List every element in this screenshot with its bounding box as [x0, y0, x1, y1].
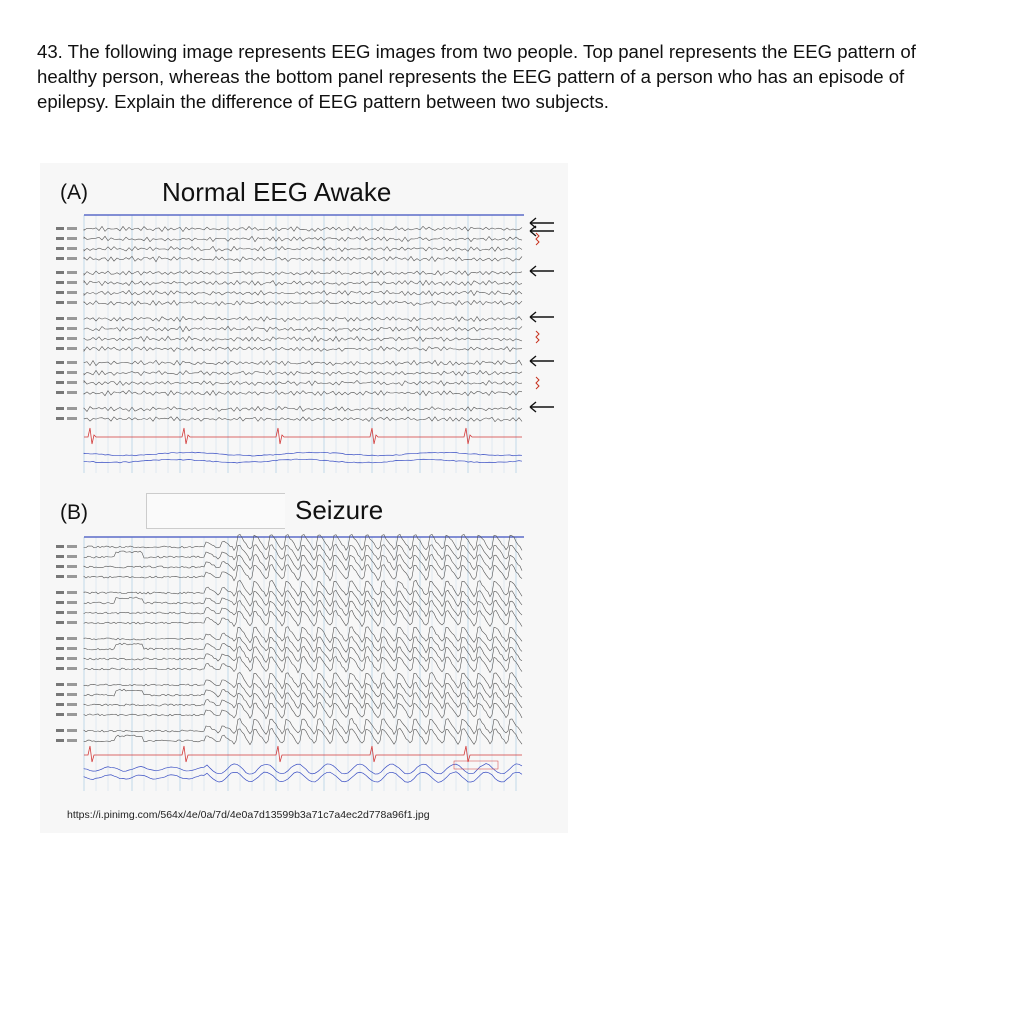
channel-label-mark: [67, 555, 77, 558]
channel-label-mark: [56, 337, 64, 340]
channel-label-mark: [56, 621, 64, 624]
channel-label-mark: [67, 317, 77, 320]
wave-mark-icon: [536, 233, 539, 245]
eeg-trace: [84, 580, 522, 596]
channel-label-mark: [67, 729, 77, 732]
channel-label-mark: [56, 555, 64, 558]
channel-label-mark: [56, 291, 64, 294]
channel-label-mark: [56, 713, 64, 716]
channel-label-mark: [56, 407, 64, 410]
source-url: https://i.pinimg.com/564x/4e/0a/7d/4e0a7d13599b3a71c7a4ec2d778a96f1.jpg: [67, 809, 430, 821]
channel-label-mark: [56, 637, 64, 640]
eog-trace: [84, 452, 522, 456]
channel-label-mark: [67, 381, 77, 384]
channel-label-mark: [67, 575, 77, 578]
channel-label-mark: [67, 611, 77, 614]
channel-label-mark: [56, 371, 64, 374]
channel-label-mark: [67, 647, 77, 650]
channel-label-mark: [56, 611, 64, 614]
wave-mark-icon: [536, 331, 539, 343]
eeg-trace: [84, 316, 522, 321]
channel-label-mark: [56, 227, 64, 230]
channel-label-mark: [67, 683, 77, 686]
panel-b-label: (B): [60, 501, 88, 524]
eog-trace: [84, 459, 522, 463]
eeg-trace: [84, 406, 522, 411]
channel-label-mark: [67, 237, 77, 240]
panel-a-title: Normal EEG Awake: [162, 177, 392, 207]
eeg-figure: [40, 163, 568, 833]
question-text: 43. The following image represents EEG images from two people. Top panel represents the EEG pattern of healthy person, whereas the bottom panel represents the EEG pattern of a person who has an episode of epilepsy. Explain the difference of EEG pattern between two subjects.: [37, 41, 916, 112]
eeg-trace: [84, 246, 522, 251]
channel-label-mark: [56, 729, 64, 732]
channel-label-mark: [56, 281, 64, 284]
channel-label-mark: [67, 703, 77, 706]
channel-label-mark: [56, 667, 64, 670]
channel-label-mark: [67, 257, 77, 260]
channel-label-mark: [56, 381, 64, 384]
channel-label-mark: [56, 271, 64, 274]
channel-label-mark: [67, 713, 77, 716]
ekg-trace: [84, 746, 522, 762]
eeg-trace: [84, 270, 522, 275]
eeg-trace: [84, 370, 522, 375]
channel-label-mark: [56, 347, 64, 350]
channel-label-mark: [56, 657, 64, 660]
eeg-trace: [84, 360, 522, 365]
normal-eeg-plot: [54, 211, 564, 476]
eeg-trace: [84, 590, 522, 606]
panel-b-title: Seizure: [295, 495, 384, 525]
channel-label-mark: [67, 621, 77, 624]
channel-label-mark: [56, 301, 64, 304]
eeg-trace: [84, 300, 522, 305]
eeg-trace: [84, 417, 522, 422]
channel-label-mark: [56, 683, 64, 686]
panel-a-label: (A): [60, 181, 88, 204]
channel-label-mark: [56, 545, 64, 548]
eeg-trace: [84, 627, 522, 643]
channel-label-mark: [56, 417, 64, 420]
eeg-trace: [84, 656, 522, 672]
event-marker: [454, 761, 498, 769]
channel-label-mark: [67, 667, 77, 670]
eeg-trace: [84, 346, 522, 351]
channel-label-mark: [56, 591, 64, 594]
channel-label-mark: [56, 317, 64, 320]
eeg-trace: [84, 673, 522, 689]
channel-label-mark: [67, 637, 77, 640]
eeg-trace: [84, 390, 522, 396]
channel-label-mark: [56, 237, 64, 240]
wave-mark-icon: [536, 377, 539, 389]
channel-label-mark: [67, 417, 77, 420]
channel-label-mark: [56, 647, 64, 650]
eeg-trace: [84, 256, 522, 261]
eeg-trace: [84, 544, 522, 560]
eeg-trace: [84, 280, 522, 285]
channel-label-mark: [67, 271, 77, 274]
eeg-trace: [84, 380, 522, 385]
channel-label-mark: [67, 301, 77, 304]
channel-label-mark: [56, 601, 64, 604]
channel-label-mark: [56, 565, 64, 568]
eeg-trace: [84, 336, 522, 341]
channel-label-mark: [67, 281, 77, 284]
channel-label-mark: [67, 291, 77, 294]
channel-label-mark: [56, 693, 64, 696]
channel-label-mark: [56, 327, 64, 330]
channel-label-mark: [56, 257, 64, 260]
channel-label-mark: [67, 361, 77, 364]
channel-label-mark: [67, 327, 77, 330]
ekg-trace: [84, 428, 522, 444]
channel-label-mark: [56, 391, 64, 394]
eeg-trace: [84, 226, 522, 231]
channel-label-mark: [56, 247, 64, 250]
eeg-trace: [84, 610, 522, 626]
eeg-trace: [84, 718, 522, 734]
channel-label-mark: [67, 371, 77, 374]
channel-label-mark: [67, 739, 77, 742]
channel-label-mark: [67, 347, 77, 350]
channel-label-mark: [67, 247, 77, 250]
channel-label-mark: [56, 703, 64, 706]
channel-label-mark: [67, 693, 77, 696]
eeg-trace: [84, 290, 522, 295]
channel-label-mark: [56, 575, 64, 578]
channel-label-mark: [67, 565, 77, 568]
eeg-trace: [84, 326, 522, 332]
channel-label-mark: [67, 407, 77, 410]
channel-label-mark: [67, 657, 77, 660]
blank-box: [146, 493, 285, 529]
channel-label-mark: [67, 391, 77, 394]
eog-trace: [84, 772, 522, 783]
channel-label-mark: [67, 601, 77, 604]
channel-label-mark: [56, 739, 64, 742]
channel-label-mark: [67, 227, 77, 230]
seizure-eeg-plot: [54, 533, 554, 793]
channel-label-mark: [67, 337, 77, 340]
channel-label-mark: [67, 545, 77, 548]
channel-label-mark: [67, 591, 77, 594]
channel-label-mark: [56, 361, 64, 364]
eeg-trace: [84, 236, 522, 241]
